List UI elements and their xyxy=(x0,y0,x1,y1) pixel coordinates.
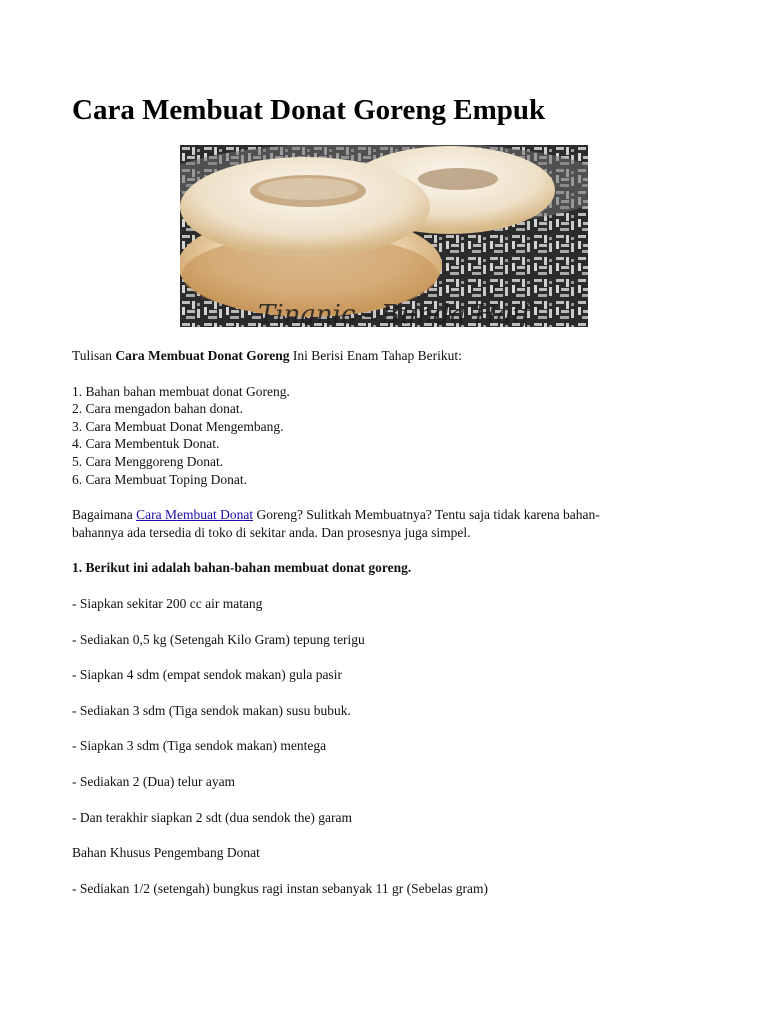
step-4: 4. Cara Membentuk Donat. xyxy=(72,436,220,452)
intro-paragraph xyxy=(72,347,692,365)
page-title: Cara Membuat Donat Goreng Empuk xyxy=(72,94,546,126)
donut-photo-icon xyxy=(180,145,588,327)
ingredient-item: - Siapkan sekitar 200 cc air matang xyxy=(72,595,263,611)
donut-photo xyxy=(180,145,588,327)
ingredient-item: - Siapkan 3 sdm (Tiga sendok makan) mentega xyxy=(72,738,327,754)
section-1-heading xyxy=(72,559,692,577)
question-prefix: Bagaimana xyxy=(72,507,137,523)
intro-prefix: Tulisan xyxy=(72,348,116,363)
question-line1: Goreng? Sulitkah Membuatnya? Tentu saja tidak karena bahan- xyxy=(253,507,600,523)
ingredient-item: - Sediakan 3 sdm (Tiga sendok makan) susu bubuk. xyxy=(72,702,351,718)
cara-membuat-donat-link[interactable]: Cara Membuat Donat xyxy=(136,507,254,523)
step-2: 2. Cara mengadon bahan donat. xyxy=(72,401,243,417)
section-1-heading-text: 1. Berikut ini adalah bahan-bahan membuat donat goreng. xyxy=(72,560,412,576)
step-3: 3. Cara Membuat Donat Mengembang. xyxy=(72,418,284,434)
article-body xyxy=(72,347,692,897)
ingredient-item: - Sediakan 0,5 kg (Setengah Kilo Gram) tepung terigu xyxy=(72,631,365,647)
step-6: 6. Cara Membuat Toping Donat. xyxy=(72,471,248,487)
step-5: 5. Cara Menggoreng Donat. xyxy=(72,453,224,469)
special-item: - Sediakan 1/2 (setengah) bungkus ragi instan sebanyak 11 gr (Sebelas gram) xyxy=(72,880,489,896)
ingredient-item: - Siapkan 4 sdm (empat sendok makan) gula pasir xyxy=(72,667,342,683)
question-line2: bahannya ada tersedia di toko di sekitar anda. Dan prosesnya juga simpel. xyxy=(72,524,471,540)
intro-bold: Cara Membuat Donat Goreng xyxy=(115,348,290,363)
step-1: 1. Bahan bahan membuat donat Goreng. xyxy=(72,383,290,399)
intro-suffix: Ini Berisi Enam Tahap Berikut: xyxy=(289,348,462,363)
ingredient-item: - Sediakan 2 (Dua) telur ayam xyxy=(72,773,236,789)
question-paragraph xyxy=(72,506,692,541)
special-heading: Bahan Khusus Pengembang Donat xyxy=(72,845,260,861)
ingredient-item: - Dan terakhir siapkan 2 sdt (dua sendok the) garam xyxy=(72,809,353,825)
photo-watermark: Tinanic - Bunda Haif xyxy=(258,300,530,327)
